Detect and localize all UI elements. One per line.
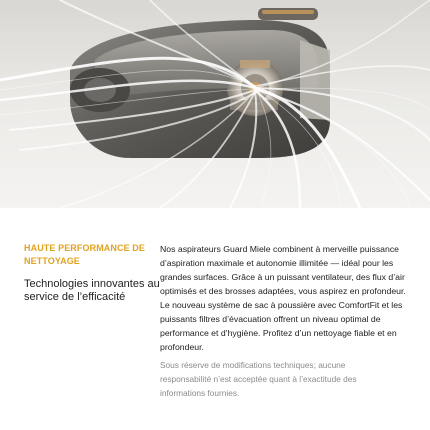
section-body-text: Nos aspirateurs Guard Miele combinent à merveille puissance d’aspiration maximale et autonomie illimitée — idéal pour les grandes surfaces. Grâce à un puissant ventilateur, des flux d’air optimisés et des brosses adaptées, vous aspirez en profondeur. Le nouveau système de sac à poussière avec ComfortFit et les puissants filtres d’évacuation offrent un niveau optimal de performance et d’hygiène. Profitez d’un nettoyage fiable et en profondeur. [160,244,406,352]
hero-image-vacuum-airflow [0,0,430,208]
section-eyebrow: HAUTE PERFORMANCE DE NETTOYAGE [24,243,146,266]
legal-disclaimer: Sous réserve de modifications techniques; aucune responsabilité n’est acceptée quant à l’exactitude des informations fournies. [160,360,357,398]
vacuum-illustration [0,0,430,208]
section-headline: Technologies innovantes au service de l’efficacité [24,278,160,303]
feature-section [0,208,430,430]
